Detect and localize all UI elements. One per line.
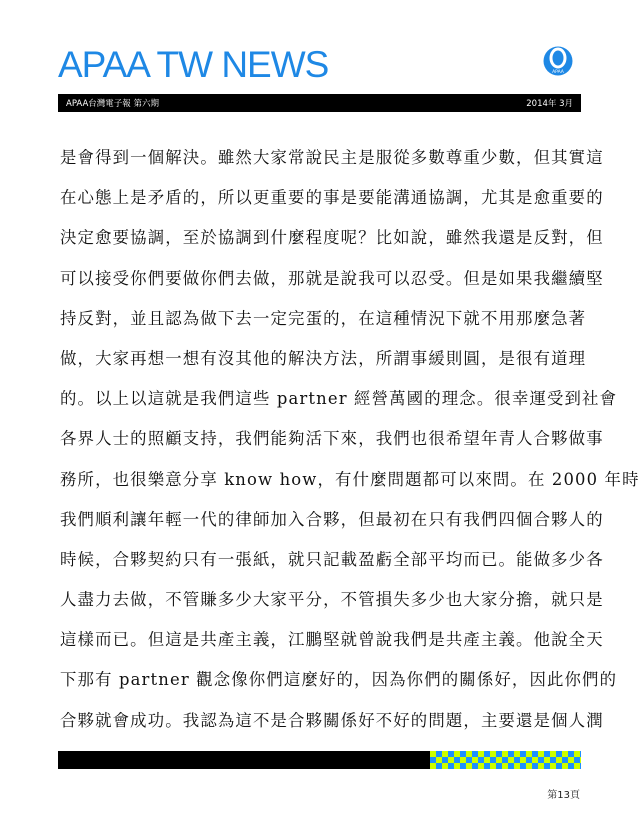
article-line: 持反對，並且認為做下去一定完蛋的，在這種情況下就不用那麼急著: [60, 308, 587, 328]
apaa-logo-icon: [543, 45, 573, 77]
footer-bar-black-segment: [58, 751, 430, 769]
article-line: 決定愈要協調，至於協調到什麼程度呢？比如說，雖然我還是反對，但: [60, 228, 604, 248]
issue-label: APAA台灣電子報 第六期: [66, 99, 159, 109]
article-line: 在心態上是矛盾的，所以更重要的事是要能溝通協調，尤其是愈重要的: [60, 188, 604, 208]
article-line: 合夥就會成功。我認為這不是合夥關係好不好的問題，主要還是個人潤: [60, 710, 604, 730]
article-line: 可以接受你們要做你們去做，那就是說我可以忍受。但是如果我繼續堅: [60, 268, 604, 288]
issue-date: 2014年 3月: [526, 99, 573, 109]
article-line: 做，大家再想一想有沒其他的解決方法，所謂事緩則圓，是很有道理: [60, 348, 587, 368]
article-line: 的。以上以這就是我們這些 partner 經營萬國的理念。很幸運受到社會: [60, 389, 618, 409]
article-line: 務所，也很樂意分享 know how，有什麼問題都可以來問。在 2000 年時: [60, 469, 640, 489]
article-line: 各界人士的照顧支持，我們能夠活下來，我們也很希望年青人合夥做事: [60, 429, 604, 449]
article-line: 是會得到一個解決。雖然大家常說民主是服從多數尊重少數，但其實這: [60, 148, 604, 167]
footer-bar: [58, 751, 581, 769]
article-line: 這樣而已。但這是共產主義，江鵬堅就曾說我們是共產主義。他說全天: [60, 630, 604, 650]
issue-info-bar: [58, 94, 581, 112]
article-line: 人盡力去做，不管賺多少大家平分，不管損失多少也大家分擔，就只是: [60, 590, 604, 610]
article-line: 我們順利讓年輕一代的律師加入合夥，但最初在只有我們四個合夥人的: [60, 509, 604, 529]
page-number: 第13頁: [547, 790, 580, 801]
newsletter-masthead: APAA TW NEWS: [58, 44, 329, 85]
logo-text: APAA: [552, 70, 564, 75]
article-body: [60, 148, 640, 751]
footer-checker-pattern: [430, 751, 581, 769]
article-line: 時候，合夥契約只有一張紙，就只記載盈虧全部平均而已。能做多少各: [60, 549, 604, 569]
article-line: 下那有 partner 觀念像你們這麼好的，因為你們的關係好，因此你們的: [60, 670, 618, 690]
